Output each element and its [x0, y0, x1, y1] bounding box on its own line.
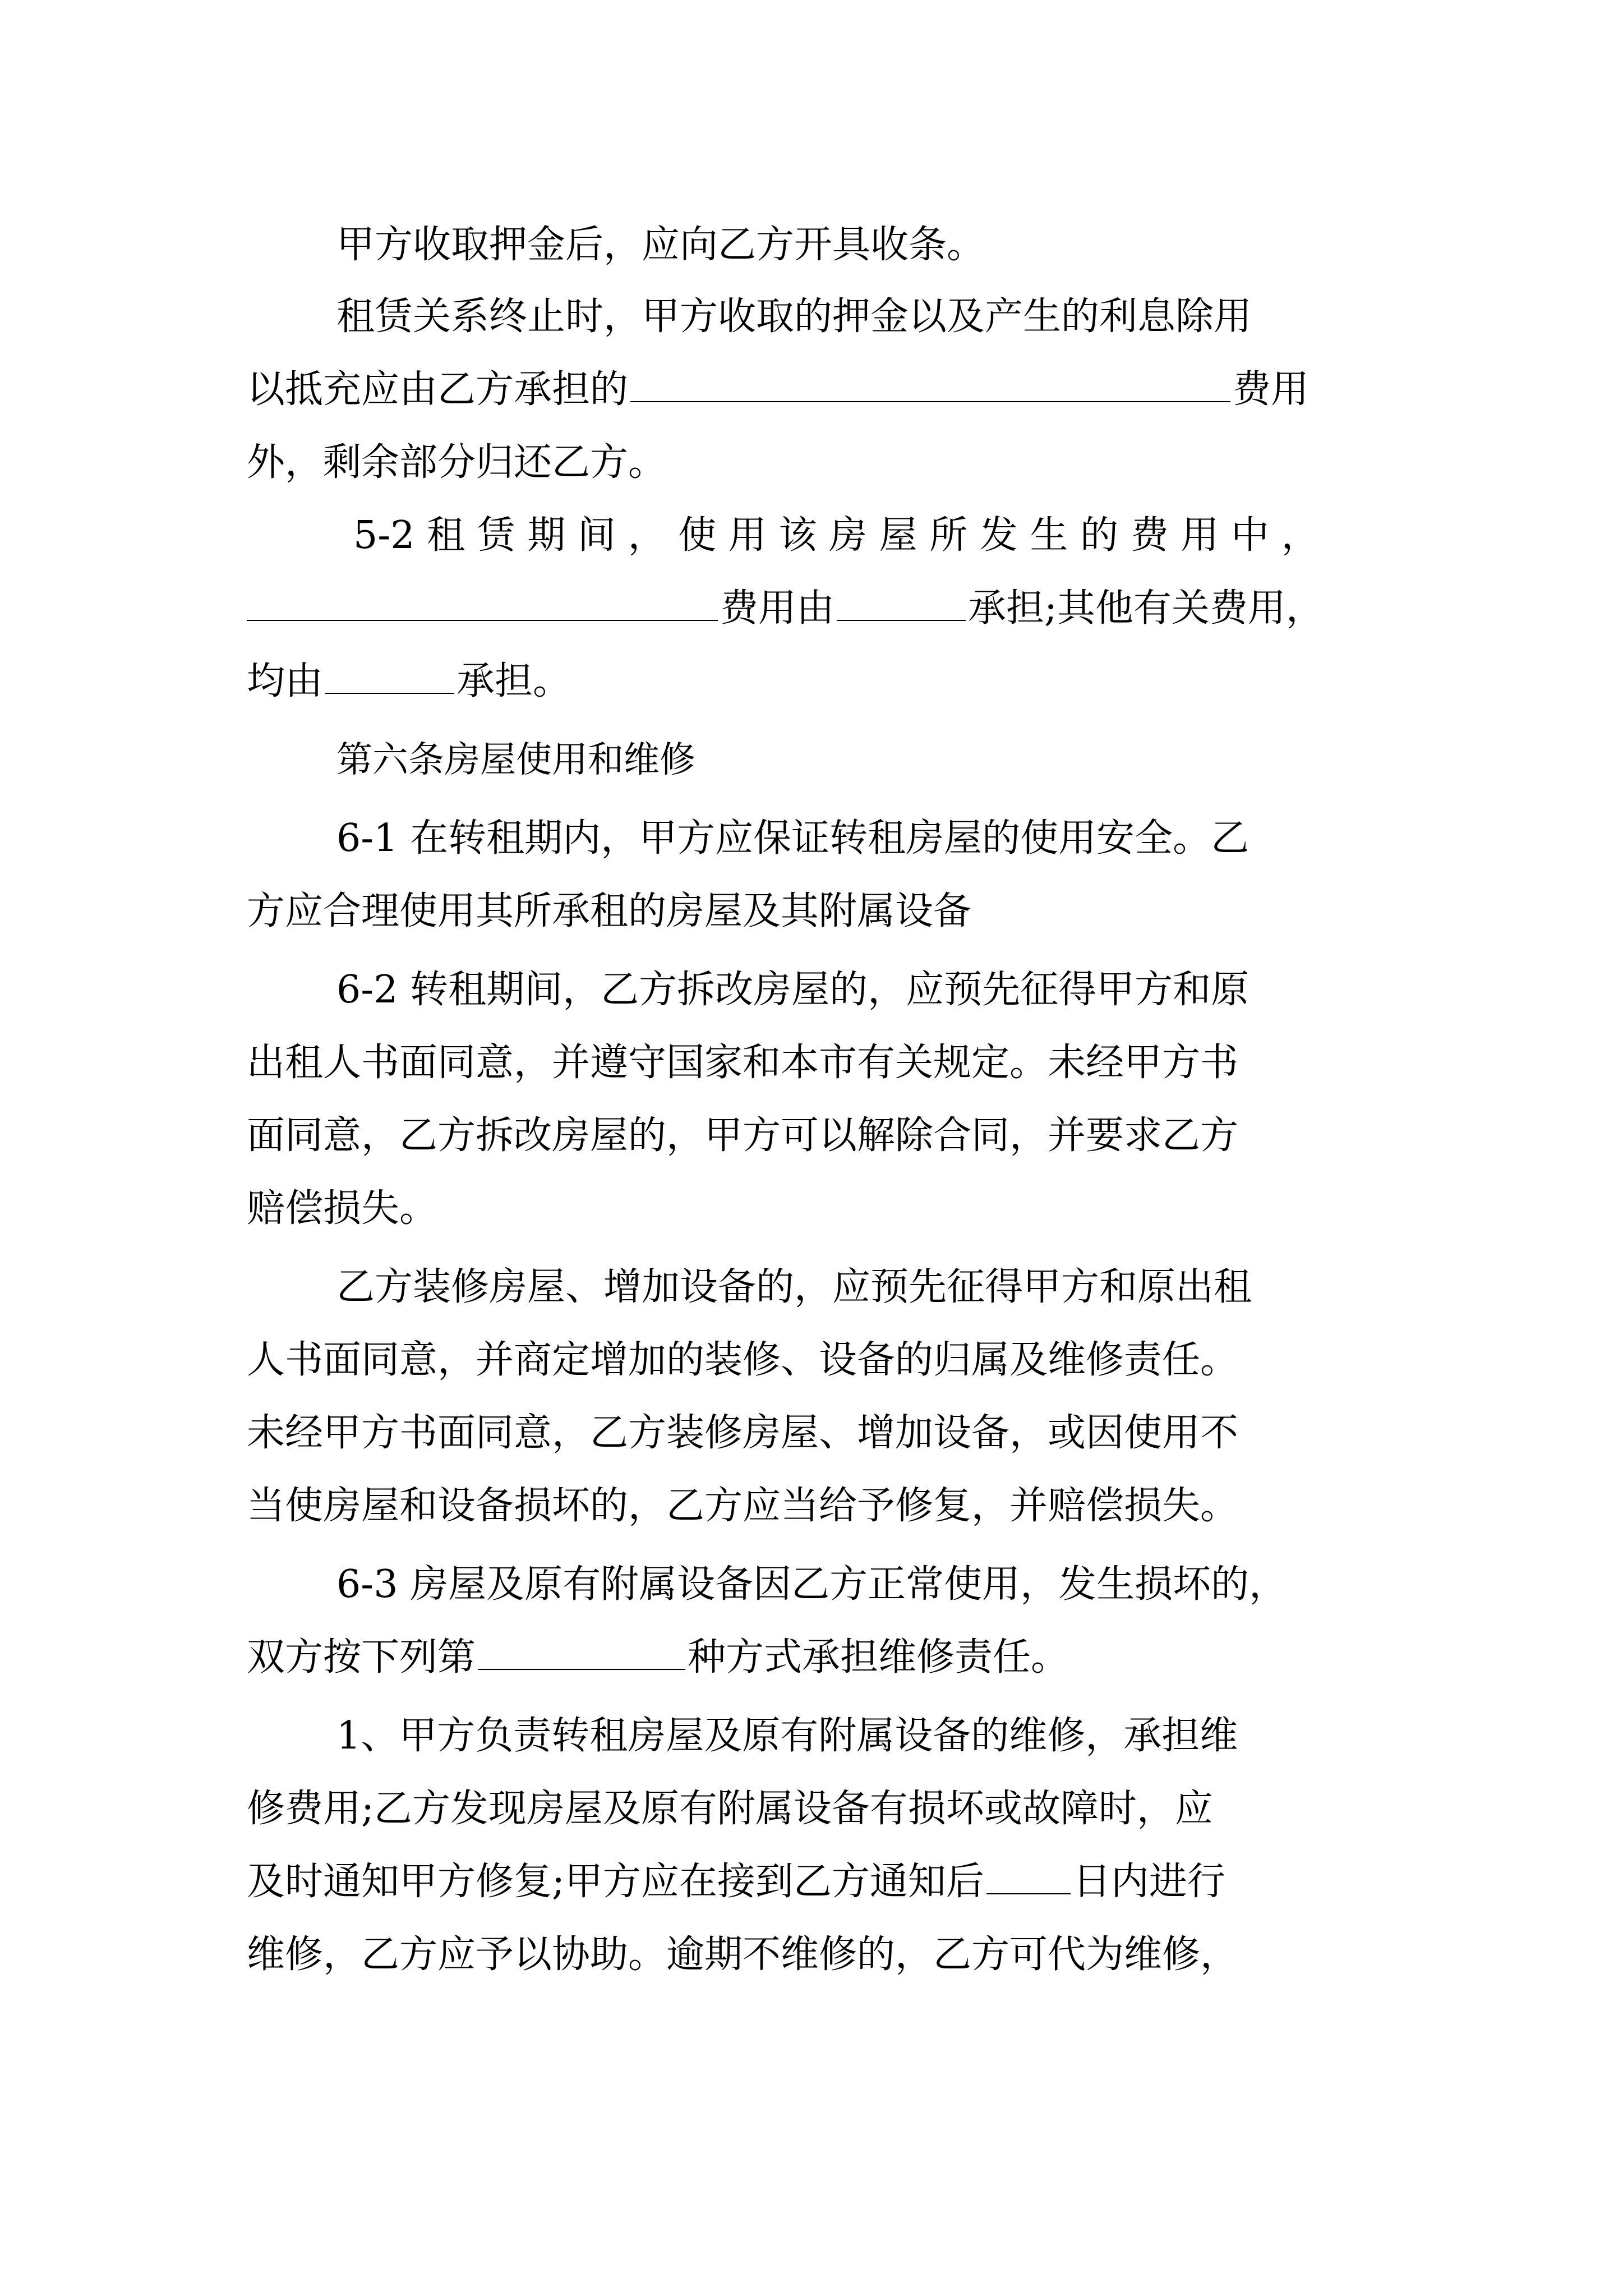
- paragraph-line: [336, 1705, 1385, 1767]
- paragraph-text: 以抵充应由乙方承担的: [247, 367, 629, 412]
- paragraph-line: [336, 286, 1385, 348]
- paragraph-text: 赔偿损失。: [247, 1186, 438, 1231]
- paragraph-line: [247, 1778, 1391, 1840]
- paragraph-line: [247, 578, 1391, 639]
- paragraph-line: [247, 1105, 1391, 1167]
- paragraph-text: 费用: [1233, 367, 1310, 412]
- paragraph-text: 承担。: [457, 659, 571, 703]
- paragraph-text: 人书面同意，并商定增加的装修、设备的归属及维修责任。: [247, 1338, 1239, 1382]
- paragraph-line: [247, 1924, 1391, 1986]
- paragraph-text: 均由: [247, 659, 324, 703]
- paragraph-line: [247, 881, 1391, 942]
- paragraph-text: 维修，乙方应予以协助。逾期不维修的，乙方可代为维修，: [247, 1932, 1239, 1977]
- section-heading: [336, 729, 1481, 791]
- paragraph-text: 双方按下列第: [247, 1635, 476, 1680]
- paragraph-line: [247, 1329, 1391, 1391]
- paragraph-line: [353, 505, 1391, 567]
- paragraph-text: 外，剩余部分归还乙方。: [247, 440, 667, 485]
- section-heading-text: 第六条房屋使用和维修: [336, 739, 695, 781]
- paragraph-line: [247, 1178, 1391, 1240]
- paragraph-text: 6-2 转租期间，乙方拆改房屋的，应预先征得甲方和原: [336, 968, 1249, 1012]
- paragraph-line: [336, 808, 1385, 869]
- paragraph-line: [247, 651, 1391, 712]
- fill-in-blank[interactable]: [247, 581, 718, 621]
- paragraph-text: 及时通知甲方修复;甲方应在接到乙方通知后: [247, 1860, 984, 1904]
- paragraph-text: 种方式承担维修责任。: [688, 1635, 1069, 1680]
- paragraph-line: [247, 1402, 1391, 1464]
- paragraph-line: [336, 959, 1385, 1021]
- paragraph-text: 出租人书面同意，并遵守国家和本市有关规定。未经甲方书: [247, 1041, 1239, 1085]
- paragraph-text: 面同意，乙方拆改房屋的，甲方可以解除合同，并要求乙方: [247, 1114, 1239, 1158]
- paragraph-text: 租赁关系终止时，甲方收取的押金以及产生的利息除用: [336, 295, 1252, 339]
- paragraph-text: 甲方收取押金后，应向乙方开具收条。: [336, 223, 985, 267]
- fill-in-blank[interactable]: [630, 362, 1230, 402]
- paragraph-text: 费用由: [720, 586, 835, 631]
- paragraph-text: 方应合理使用其所承租的房屋及其附属设备: [247, 889, 972, 933]
- paragraph-line: [247, 1475, 1391, 1537]
- paragraph-line: [336, 1554, 1385, 1616]
- paragraph-line: [336, 214, 1481, 276]
- fill-in-blank[interactable]: [837, 581, 966, 621]
- paragraph-line: [247, 1851, 1391, 1913]
- paragraph-text: 1、甲方负责转租房屋及原有附属设备的维修，承担维: [336, 1714, 1238, 1758]
- paragraph-line: [247, 1627, 1391, 1688]
- paragraph-line: [336, 1257, 1385, 1318]
- fill-in-blank[interactable]: [986, 1854, 1071, 1894]
- paragraph-text: 日内进行: [1072, 1860, 1225, 1904]
- paragraph-text: 乙方装修房屋、增加设备的，应预先征得甲方和原出租: [336, 1265, 1252, 1309]
- paragraph-line: [247, 359, 1391, 421]
- fill-in-blank[interactable]: [478, 1630, 685, 1670]
- paragraph-line: [247, 432, 1391, 494]
- paragraph-text: 5-2 租 赁 期 间 ， 使 用 该 房 屋 所 发 生 的 费 用 中 ，: [353, 513, 1320, 558]
- paragraph-text: 修费用;乙方发现房屋及原有附属设备有损坏或故障时，应: [247, 1787, 1213, 1831]
- paragraph-text: 6-1 在转租期内，甲方应保证转租房屋的使用安全。乙: [336, 816, 1249, 861]
- paragraph-text: 当使房屋和设备损坏的，乙方应当给予修复，并赔偿损失。: [247, 1484, 1239, 1528]
- paragraph-text: 未经甲方书面同意，乙方装修房屋、增加设备，或因使用不: [247, 1411, 1239, 1455]
- paragraph-text: 6-3 房屋及原有附属设备因乙方正常使用，发生损坏的，: [336, 1562, 1288, 1607]
- paragraph-line: [247, 1032, 1391, 1094]
- fill-in-blank[interactable]: [325, 654, 454, 694]
- paragraph-text: 承担;其他有关费用，: [968, 586, 1324, 631]
